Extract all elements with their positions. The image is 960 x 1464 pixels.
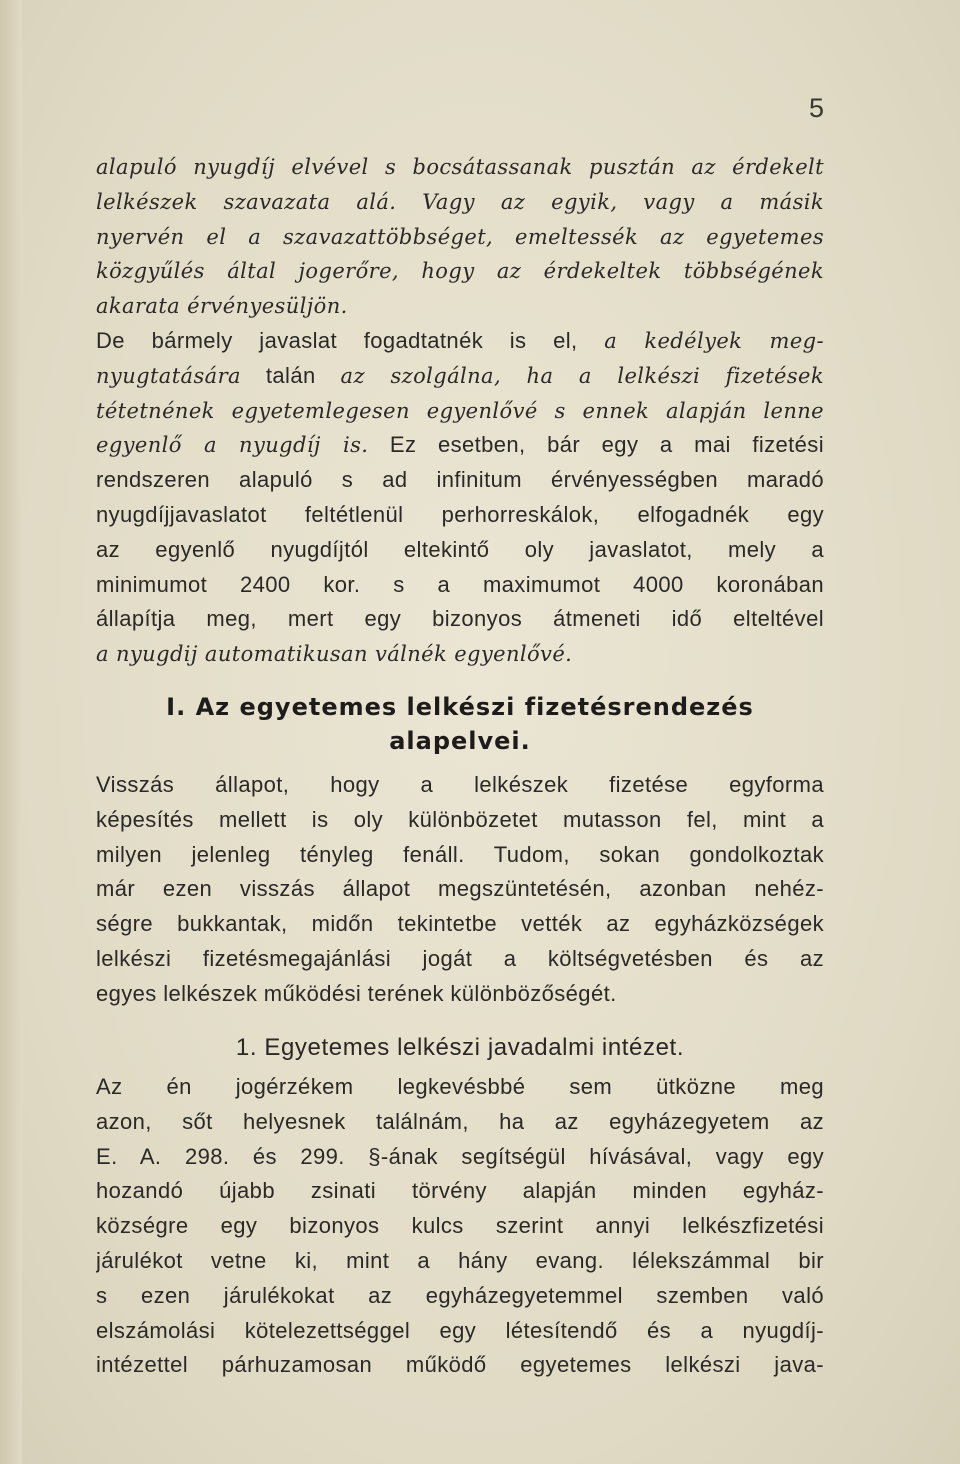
page-number: 5 (808, 93, 824, 123)
paragraph-block-1 (96, 150, 824, 672)
text-line (96, 533, 824, 568)
subsection-heading: 1. Egyetemes lelkészi javadalmi intézet. (235, 1034, 685, 1061)
text-line (96, 568, 824, 603)
text-line (96, 150, 824, 185)
text-line: hozandó újabb zsinati törvény alapján minden egyház- (96, 1178, 824, 1204)
text-line: járulékot vetne ki, mint a hány evang. lélekszámmal bir (96, 1247, 824, 1273)
text-segment: nyugdíjjavaslatot feltétlenül perhorreskálok, elfogadnék egy (96, 501, 824, 527)
binding-edge (0, 0, 22, 1464)
text-line (96, 394, 824, 429)
text-line (96, 498, 824, 533)
text-line (96, 324, 824, 359)
text-line: községre egy bizonyos kulcs szerint annyi lelkészfizetési (96, 1213, 824, 1239)
text-line: egyes lelkészek működési terének különbözőségét. (96, 980, 617, 1006)
italic-segment: az szolgálna, ha a lelkészi fizetések (340, 363, 824, 388)
italic-segment: egyenlő a nyugdíj is. (96, 433, 369, 458)
text-segment: talán (240, 362, 341, 388)
text-line: képesítés mellett is oly különbözetet mutasson fel, mint a (96, 806, 824, 832)
section-heading-line-2: alapelvei. (389, 727, 531, 755)
text-line (96, 428, 824, 463)
text-segment: Ez esetben, bár egy a mai fizetési (368, 432, 824, 458)
text-segment: állapítja meg, mert egy bizonyos átmeneti idő elteltével (96, 606, 824, 632)
italic-segment: alapuló nyugdíj elvével s bocsátassanak pusztán az érdekelt (96, 155, 824, 179)
text-segment: minimumot 2400 kor. s a maximumot 4000 koronában (96, 571, 824, 597)
text-line: azon, sőt helyesnek találnám, ha az egyházegyetem az (96, 1108, 824, 1134)
italic-segment: tétetnének egyetemlegesen egyenlővé s ennek alapján lenne (96, 398, 824, 423)
text-line: Az én jogérzékem legkevésbbé sem ütközne meg (96, 1074, 824, 1099)
italic-segment: akarata érvényesüljön. (96, 294, 348, 319)
text-line: már ezen visszás állapot megszüntetésén, azonban nehéz- (96, 876, 824, 902)
italic-segment: nyervén el a szavazattöbbséget, emeltessék az egyetemes (96, 224, 824, 249)
italic-segment: a kedélyek meg- (604, 328, 824, 353)
italic-segment: közgyűlés által jogerőre, hogy az érdekeltek többségének (96, 259, 824, 284)
text-line: E. A. 298. és 299. §-ának segítségül hívásával, vagy egy (96, 1143, 824, 1169)
section-heading (96, 690, 824, 758)
text-line (96, 463, 824, 498)
text-line (96, 289, 824, 324)
italic-segment: lelkészek szavazata alá. Vagy az egyik, vagy a másik (96, 189, 824, 214)
text-segment: rendszeren alapuló s ad infinitum érvényességben maradó (96, 467, 824, 493)
text-line: lelkészi fizetésmegajánlási jogát a költségvetésben és az (96, 945, 824, 971)
text-line (96, 185, 824, 220)
text-line: ségre bukkantak, midőn tekintetbe vették az egyházközségek (96, 911, 824, 937)
section-heading-line-1: I. Az egyetemes lelkészi fizetésrendezés (166, 693, 754, 721)
text-line (96, 602, 824, 637)
text-line: s ezen járulékokat az egyházegyetemmel szemben való (96, 1282, 824, 1308)
text-line (96, 254, 824, 289)
text-segment: az egyenlő nyugdíjtól eltekintő oly javaslatot, mely a (96, 536, 824, 562)
text-segment: De bármely javaslat fogadtatnék is el, (96, 327, 605, 353)
text-line (96, 220, 824, 255)
text-line: milyen jelenleg tényleg fenáll. Tudom, sokan gondolkoztak (96, 841, 824, 867)
text-line: intézettel párhuzamosan működő egyetemes lelkészi java- (96, 1352, 824, 1378)
italic-segment: a nyugdij automatikusan válnék egyenlővé. (96, 642, 573, 667)
text-line: Visszás állapot, hogy a lelkészek fizetése egyforma (96, 772, 824, 797)
paragraph-block-3 (96, 1070, 824, 1383)
text-line (96, 359, 824, 394)
italic-segment: nyugtatására (96, 363, 241, 388)
paragraph-block-2 (96, 768, 824, 1012)
text-line: elszámolási kötelezettséggel egy létesítendő és a nyugdíj- (96, 1317, 824, 1343)
text-line (96, 637, 824, 672)
